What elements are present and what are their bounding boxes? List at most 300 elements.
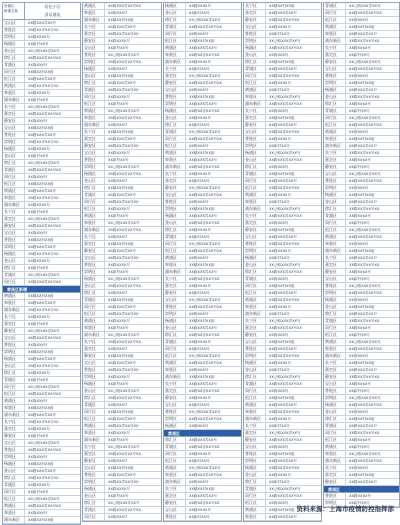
list-item — [244, 143, 321, 150]
list-item — [164, 346, 241, 353]
district-cell: 浦东新区 — [164, 59, 186, 65]
list-item — [83, 465, 161, 472]
district-cell: 青浦区 — [244, 276, 266, 282]
address-cell: XX镇XX村XX组 — [269, 60, 295, 64]
district-cell: 黄浦区 — [324, 444, 346, 450]
list-item — [244, 150, 321, 157]
district-cell: 长宁区 — [324, 465, 346, 471]
address-cell: XX新村XX号 — [28, 42, 49, 46]
district-cell: 长宁区 — [83, 234, 105, 240]
address-cell: XX街XXX号 — [349, 18, 369, 22]
district-cell: 宝山区 — [83, 150, 105, 156]
list-item — [83, 486, 161, 493]
list-item — [164, 192, 241, 199]
district-cell: 金山区 — [83, 283, 105, 289]
list-item — [164, 150, 241, 157]
district-cell: 金山区 — [164, 220, 186, 226]
address-cell: XX街XXX号 — [349, 466, 369, 470]
list-item — [324, 444, 399, 451]
list-item — [3, 279, 80, 286]
district-cell: 松江区 — [324, 227, 346, 233]
address-cell: XX新村XX号 — [269, 424, 290, 428]
address-cell: XX路XX弄XX号XX — [269, 186, 300, 190]
list-item — [244, 24, 321, 31]
address-cell: XX路XXXX号 — [269, 473, 291, 477]
list-item — [164, 52, 241, 59]
list-item — [164, 164, 241, 171]
list-item — [164, 45, 241, 52]
address-cell: XX路XXXX号 — [349, 326, 371, 330]
address-cell: XX路XX弄XX号XX — [189, 333, 220, 337]
address-cell: XX街XXX号 — [269, 165, 289, 169]
list-item — [324, 304, 399, 311]
address-cell: XX镇XX村XX组 — [108, 466, 134, 470]
list-item — [324, 66, 399, 73]
address-cell: XX镇XX村XX组 — [269, 116, 295, 120]
list-item — [244, 388, 321, 395]
district-cell: 松江区 — [324, 122, 346, 128]
district-cell: 闵行区 — [83, 409, 105, 415]
list-item — [3, 209, 80, 216]
district-cell: 奉贤区 — [83, 430, 105, 436]
district-cell: 杨浦区 — [83, 381, 105, 387]
address-cell: XX路XXX弄XX号 — [269, 11, 298, 15]
list-item — [164, 388, 241, 395]
address-cell: XX路XX弄XX号XX — [108, 32, 139, 36]
district-cell: 静安区 — [3, 118, 25, 124]
address-cell: XX新村XX号 — [108, 158, 129, 162]
list-item — [244, 17, 321, 24]
address-cell: XX路XXX弄XX号 — [269, 459, 298, 463]
list-item — [83, 339, 161, 346]
list-item — [324, 409, 399, 416]
table-header — [3, 3, 80, 20]
list-item — [83, 185, 161, 192]
address-cell: XX镇XX村XX组 — [28, 462, 54, 466]
district-cell: 普陀区 — [3, 237, 25, 243]
list-item — [83, 129, 161, 136]
list-item — [244, 262, 321, 269]
address-cell: XX新村XX号 — [349, 445, 370, 449]
district-cell: 徐汇区 — [324, 311, 346, 317]
district-cell: 静安区 — [164, 80, 186, 86]
list-item — [83, 353, 161, 360]
address-cell: XX街XXX号 — [349, 74, 369, 78]
list-item — [83, 255, 161, 262]
district-cell: 徐汇区 — [3, 160, 25, 166]
district-cell: 黄浦区 — [164, 45, 186, 51]
list-item — [244, 255, 321, 262]
district-cell: 杨浦区 — [83, 276, 105, 282]
row-container — [244, 3, 321, 521]
district-cell: 奉贤区 — [324, 31, 346, 37]
district-cell: 闵行区 — [324, 10, 346, 16]
address-cell: XX镇XX村XX组 — [108, 186, 134, 190]
list-item — [164, 17, 241, 24]
address-cell: XX路XXX弄XX号XX — [28, 56, 61, 60]
address-cell: XX镇XX村XX组 — [189, 375, 215, 379]
list-item — [83, 360, 161, 367]
address-cell: XX街XXX号 — [28, 63, 48, 67]
address-cell: XX公路XXX弄XX号 — [28, 105, 60, 109]
district-cell: 黄浦区 — [83, 108, 105, 114]
district-cell: 普陀区 — [3, 447, 25, 453]
district-cell: 徐汇区 — [244, 374, 266, 380]
address-cell: XX路XXX弄XX号 — [28, 77, 57, 81]
list-item — [83, 38, 161, 45]
list-item — [324, 87, 399, 94]
address-cell: XX镇XX村XX组 — [269, 284, 295, 288]
address-cell: XX路XXX弄XX号XX — [189, 81, 222, 85]
district-cell: 闵行区 — [164, 136, 186, 142]
list-item — [83, 234, 161, 241]
address-cell: XX镇XX村XX组 — [108, 242, 134, 246]
list-item — [3, 426, 80, 433]
list-item — [324, 185, 399, 192]
list-item — [83, 101, 161, 108]
district-cell: 闵行区 — [324, 430, 346, 436]
district-cell: 徐汇区 — [3, 55, 25, 61]
list-item — [83, 325, 161, 332]
list-item — [3, 55, 80, 62]
district-cell: 宝山区 — [3, 230, 25, 236]
address-cell: XX镇XX村XX组 — [108, 74, 134, 78]
list-item — [3, 62, 80, 69]
list-item — [244, 192, 321, 199]
list-item — [164, 290, 241, 297]
district-cell: 嘉定区 — [164, 178, 186, 184]
address-cell: XX路XXXX号 — [28, 427, 50, 431]
address-cell: XX路XXX弄XX号XX — [108, 116, 141, 120]
district-cell: 闵行区 — [83, 304, 105, 310]
district-cell: 闵行区 — [164, 31, 186, 37]
address-cell: XX新村XX号 — [108, 382, 129, 386]
address-cell: XX路XXX弄XX号XX — [269, 326, 302, 330]
list-item — [244, 486, 321, 493]
district-cell: 普陀区 — [244, 451, 266, 457]
address-cell: XX路XX弄XX号XX — [269, 466, 300, 470]
address-cell: XX路XX弄XX号XX — [269, 354, 300, 358]
section-banner: 黄浦区 — [324, 486, 399, 493]
list-item — [3, 69, 80, 76]
list-item — [244, 31, 321, 38]
district-cell: 普陀区 — [324, 73, 346, 79]
list-item — [164, 276, 241, 283]
district-cell: 杨浦区 — [244, 45, 266, 51]
list-item — [83, 388, 161, 395]
address-cell: XX镇XX村XX组 — [269, 228, 295, 232]
address-cell: XX新村XX号 — [269, 256, 290, 260]
district-cell: 嘉定区 — [83, 31, 105, 37]
address-cell: XX路XXX弄XX号 — [28, 469, 57, 473]
list-item — [83, 31, 161, 38]
address-cell: XX路XXX弄XX号XX — [108, 396, 141, 400]
list-item — [3, 244, 80, 251]
address-cell: XX镇XX村XX组 — [269, 172, 295, 176]
list-item — [324, 45, 399, 52]
address-cell: XX街XXX号 — [108, 403, 128, 407]
district-cell: 徐汇区 — [83, 500, 105, 506]
address-cell: XX路XXX弄XX号 — [189, 102, 218, 106]
district-cell: 崇明区 — [244, 248, 266, 254]
address-cell: XX新村XX号 — [349, 221, 370, 225]
list-item — [83, 17, 161, 24]
district-cell: 松江区 — [244, 290, 266, 296]
list-item — [324, 178, 399, 185]
address-cell: XX街XXX号 — [28, 231, 48, 235]
district-cell: 金山区 — [164, 10, 186, 16]
address-cell: XX路XXXX号 — [28, 35, 50, 39]
list-item — [3, 510, 80, 517]
address-cell: XX公路XXX弄XX号 — [108, 221, 140, 225]
list-item — [3, 482, 80, 489]
district-cell: 金山区 — [164, 115, 186, 121]
list-item — [324, 220, 399, 227]
list-item — [3, 391, 80, 398]
list-item — [164, 178, 241, 185]
address-cell: XX路XXX弄XX号 — [28, 21, 57, 25]
list-item — [83, 213, 161, 220]
address-cell: XX新村XX号 — [269, 312, 290, 316]
list-item — [3, 104, 80, 111]
district-cell: 杨浦区 — [164, 213, 186, 219]
list-item — [3, 496, 80, 503]
address-cell: XX路XX弄XX号XX — [189, 277, 220, 281]
list-item — [164, 262, 241, 269]
district-cell: 静安区 — [244, 17, 266, 23]
address-cell: XX路XXX弄XX号XX — [108, 452, 141, 456]
list-item — [244, 409, 321, 416]
district-cell: 金山区 — [324, 94, 346, 100]
list-item — [3, 384, 80, 391]
district-cell: 浦东新区 — [3, 412, 25, 418]
district-cell: 宝山区 — [244, 234, 266, 240]
list-item — [244, 101, 321, 108]
address-cell: XX路XX弄XX号XX — [28, 196, 59, 200]
list-item — [3, 195, 80, 202]
address-cell: XX新村XX号 — [28, 434, 49, 438]
address-cell: XX公路XXX弄XX号 — [269, 207, 301, 211]
list-item — [3, 328, 80, 335]
list-column-2 — [82, 2, 162, 522]
list-item — [164, 115, 241, 122]
address-cell: XX路XX弄XX号XX — [28, 84, 59, 88]
district-cell: 嘉定区 — [244, 430, 266, 436]
address-cell: XX路XXXX号 — [108, 431, 130, 435]
address-cell: XX公路XXX弄XX号 — [28, 329, 60, 333]
district-cell: 黄浦区 — [83, 318, 105, 324]
address-cell: XX路XXXX号 — [189, 228, 211, 232]
district-cell: 普陀区 — [324, 178, 346, 184]
address-cell: XX路XX弄XX号XX — [28, 476, 59, 480]
district-cell: 青浦区 — [3, 377, 25, 383]
list-item — [164, 248, 241, 255]
district-cell: 宝山区 — [244, 444, 266, 450]
district-cell: 杨浦区 — [244, 255, 266, 261]
district-cell: 崇明区 — [324, 185, 346, 191]
district-cell: 徐汇区 — [324, 206, 346, 212]
address-cell: XX路XXXX号 — [28, 371, 50, 375]
address-cell: XX路XXXX号 — [189, 508, 211, 512]
district-cell: 宝山区 — [324, 66, 346, 72]
district-cell: 青浦区 — [244, 486, 266, 492]
list-item — [324, 129, 399, 136]
list-item — [3, 118, 80, 125]
address-cell: XX路XXX弄XX号 — [349, 32, 378, 36]
district-cell: 长宁区 — [164, 276, 186, 282]
list-item — [244, 241, 321, 248]
address-cell: XX新村XX号 — [349, 333, 370, 337]
district-cell: 杨浦区 — [164, 423, 186, 429]
district-cell: 浦东新区 — [324, 353, 346, 359]
list-item — [164, 416, 241, 423]
list-item — [164, 108, 241, 115]
address-cell: XX路XX弄XX号XX — [349, 375, 380, 379]
list-item — [164, 493, 241, 500]
address-cell: XX路XXXX号 — [189, 60, 211, 64]
address-cell: XX路XXX弄XX号 — [269, 235, 298, 239]
list-item — [83, 136, 161, 143]
list-item — [324, 297, 399, 304]
list-item — [164, 206, 241, 213]
address-cell: XX路XXXX号 — [349, 438, 371, 442]
list-item — [3, 356, 80, 363]
address-cell: XX路XXX弄XX号XX — [108, 60, 141, 64]
address-cell: XX街XXX号 — [269, 333, 289, 337]
district-cell: 静安区 — [324, 59, 346, 65]
list-item — [244, 304, 321, 311]
list-item — [244, 444, 321, 451]
district-cell: 长宁区 — [244, 3, 266, 9]
address-cell: XX路XXXX号 — [108, 151, 130, 155]
district-cell: 杨浦区 — [324, 87, 346, 93]
district-cell: 徐汇区 — [164, 17, 186, 23]
list-item — [3, 272, 80, 279]
address-cell: XX镇XX村XX组 — [349, 249, 375, 253]
district-cell: 金山区 — [83, 73, 105, 79]
list-item — [164, 507, 241, 514]
address-cell: XX公路XXX弄XX号 — [28, 497, 60, 501]
district-cell: 闵行区 — [164, 346, 186, 352]
address-cell: XX路XX弄XX号XX — [349, 151, 380, 155]
list-item — [244, 472, 321, 479]
list-item — [324, 122, 399, 129]
district-cell: 浦东新区 — [3, 202, 25, 208]
address-cell: XX公路XXX弄XX号 — [189, 186, 221, 190]
district-cell: 奉贤区 — [3, 300, 25, 306]
district-cell: 奉贤区 — [324, 241, 346, 247]
address-cell: XX路XXX弄XX号XX — [269, 46, 302, 50]
list-item — [324, 395, 399, 402]
district-cell: 闵行区 — [244, 388, 266, 394]
list-item — [164, 339, 241, 346]
district-cell: 黄浦区 — [3, 503, 25, 509]
address-cell: XX路XXX弄XX号 — [28, 189, 57, 193]
district-cell: 崇明区 — [324, 395, 346, 401]
list-item — [324, 80, 399, 87]
district-cell: 松江区 — [164, 248, 186, 254]
district-cell: 普陀区 — [244, 241, 266, 247]
list-item — [244, 353, 321, 360]
list-item — [83, 248, 161, 255]
address-cell: XX路XXXX号 — [269, 25, 291, 29]
list-column-3 — [163, 2, 242, 522]
address-cell: XX新村XX号 — [28, 322, 49, 326]
district-cell: 浦东新区 — [164, 479, 186, 485]
list-item — [3, 342, 80, 349]
address-cell: XX路XXX弄XX号XX — [189, 305, 222, 309]
list-item — [3, 377, 80, 384]
district-cell: 宝山区 — [3, 20, 25, 26]
address-cell: XX路XX弄XX号XX — [269, 298, 300, 302]
list-item — [324, 234, 399, 241]
address-cell: XX公路XXX弄XX号 — [349, 452, 381, 456]
list-item — [324, 52, 399, 59]
list-item — [244, 157, 321, 164]
address-cell: XX街XXX号 — [349, 354, 369, 358]
address-cell: XX镇XX村XX组 — [189, 487, 215, 491]
list-item — [83, 311, 161, 318]
header-subtitle: 涉及地址 — [44, 12, 61, 17]
list-item — [164, 38, 241, 45]
district-cell: 浦东新区 — [164, 164, 186, 170]
district-cell: 长宁区 — [83, 129, 105, 135]
address-cell: XX路XXX弄XX号XX — [349, 459, 382, 463]
district-cell: 徐汇区 — [164, 437, 186, 443]
list-item — [83, 381, 161, 388]
list-item — [164, 255, 241, 262]
district-cell: 金山区 — [244, 52, 266, 58]
address-cell: XX路XX弄XX号XX — [349, 207, 380, 211]
district-cell: 嘉定区 — [83, 136, 105, 142]
district-cell: 徐汇区 — [164, 227, 186, 233]
list-item — [3, 48, 80, 55]
address-cell: XX路XXXX号 — [28, 259, 50, 263]
list-item — [324, 290, 399, 297]
district-cell: 徐汇区 — [83, 290, 105, 296]
address-cell: XX路XXX弄XX号 — [28, 133, 57, 137]
address-cell: XX路XXX弄XX号XX — [28, 224, 61, 228]
row-container — [164, 3, 241, 521]
list-item — [164, 199, 241, 206]
address-cell: XX镇XX村XX组 — [349, 473, 375, 477]
address-cell: XX街XXX号 — [28, 455, 48, 459]
district-cell: 静安区 — [244, 227, 266, 233]
address-cell: XX街XXX号 — [108, 67, 128, 71]
district-cell: 黄浦区 — [164, 465, 186, 471]
district-cell: 浦东新区 — [164, 269, 186, 275]
district-cell: 长宁区 — [3, 209, 25, 215]
district-cell: 宝山区 — [83, 255, 105, 261]
list-item — [244, 346, 321, 353]
district-cell: 金山区 — [83, 178, 105, 184]
address-cell: XX新村XX号 — [189, 235, 210, 239]
district-cell: 普陀区 — [244, 31, 266, 37]
list-item — [3, 139, 80, 146]
district-cell: 青浦区 — [164, 24, 186, 30]
district-cell: 静安区 — [324, 374, 346, 380]
address-cell: XX公路XXX弄XX号 — [28, 441, 60, 445]
list-item — [244, 332, 321, 339]
list-item — [83, 3, 161, 10]
list-item — [3, 461, 80, 468]
list-item — [83, 178, 161, 185]
district-cell: 黄浦区 — [244, 297, 266, 303]
district-cell: 金山区 — [244, 262, 266, 268]
list-item — [244, 52, 321, 59]
list-item — [324, 255, 399, 262]
district-cell: 嘉定区 — [244, 220, 266, 226]
